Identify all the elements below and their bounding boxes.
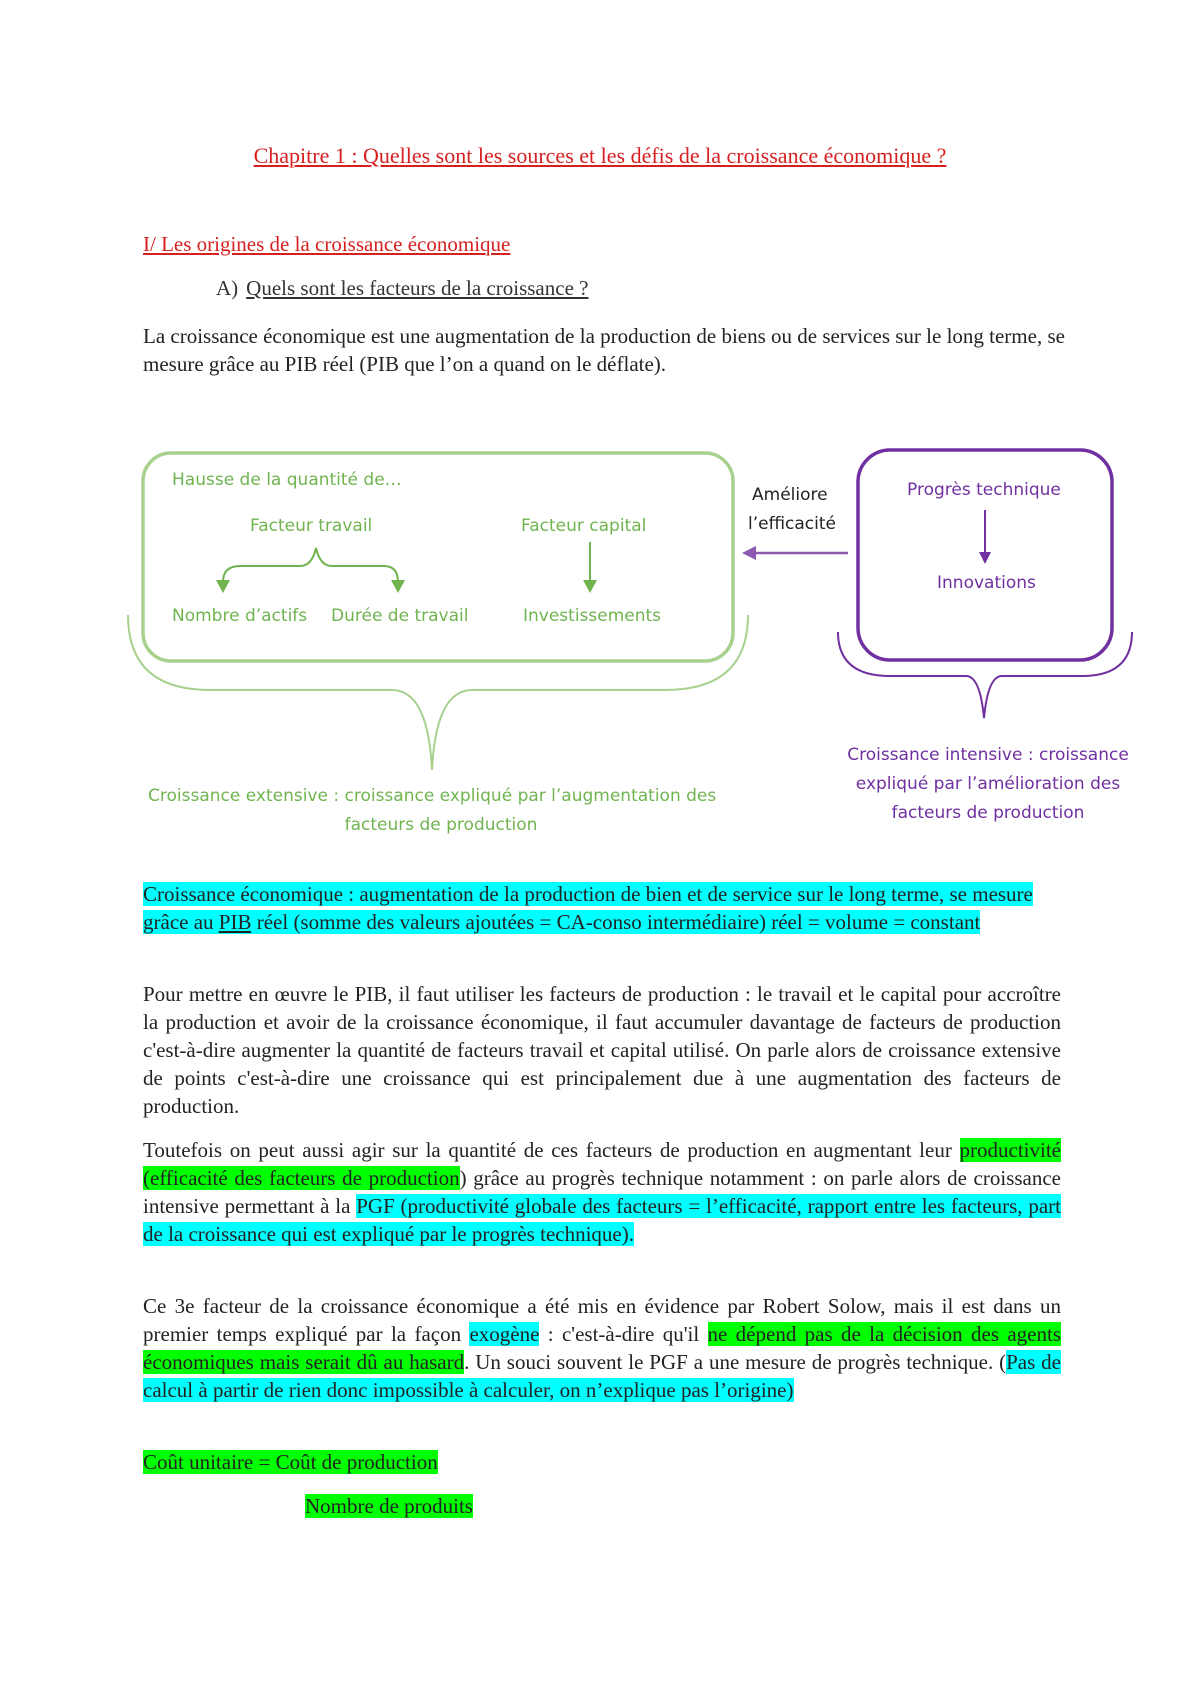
- para4-text-a: Ce 3e facteur de la croissance économique a été mis en évidence par Robert Solow, mais il est dans un premier temps expliqué par la façon: [143, 1294, 1061, 1346]
- arrow-head-actifs: [216, 580, 230, 593]
- growth-diagram: [0, 440, 1200, 840]
- arrow-head-duree: [391, 580, 405, 593]
- section-heading: I/ Les origines de la croissance économique: [143, 232, 511, 256]
- ameliore-line2: l’efficacité: [748, 514, 836, 534]
- travail-brace: [223, 548, 398, 582]
- formula-line: [143, 1448, 438, 1476]
- definition-pib: PIB: [218, 910, 252, 934]
- facteur-capital-label: Facteur capital: [521, 516, 647, 536]
- progres-label: Progrès technique: [907, 480, 1061, 500]
- extensive-brace: [128, 615, 748, 770]
- facteur-travail-label: Facteur travail: [250, 516, 373, 536]
- paragraph-facteurs: Pour mettre en œuvre le PIB, il faut utiliser les facteurs de production : le travail et le capital pour accroître la production et avoir de la croissance économique, il faut accumuler davantage de facteurs de production c'est-à-dire augmenter la quantité de facteurs travail et capital utilisé. On parle alors de croissance extensive de points c'est-à-dire une croissance qui est principalement due à une augmentation des facteurs de production.: [143, 982, 1061, 1118]
- para3-highlight-cyan: PGF (productivité globale des facteurs = l’efficacité, rapport entre les facteurs, part de la croissance qui est expliqué par le progrès technique).: [143, 1194, 1061, 1246]
- ameliore-arrow-head: [742, 546, 756, 560]
- extensive-caption-1: Croissance extensive : croissance expliqué par l’augmentation des: [148, 786, 717, 806]
- paragraph-solow: [143, 1292, 1061, 1404]
- formula-denominator-line: [305, 1492, 473, 1520]
- nombre-actifs-label: Nombre d’actifs: [172, 606, 308, 626]
- innovations-label: Innovations: [937, 573, 1036, 593]
- para4-highlight-green: ne dépend pas de la décision des agents économiques mais serait dû au hasard: [143, 1322, 1062, 1374]
- subsection-marker: A): [216, 276, 239, 300]
- para4-text-b: : c'est-à-dire qu'il: [539, 1322, 708, 1346]
- progres-arrow-head: [979, 552, 991, 564]
- definition-text-2: réel (somme des valeurs ajoutées = CA-conso intermédiaire) réel = volume = constant: [251, 910, 981, 934]
- box-title: Hausse de la quantité de…: [172, 470, 402, 490]
- intensive-caption-1: Croissance intensive : croissance: [847, 745, 1129, 765]
- para3-highlight-green: productivité (efficacité des facteurs de production: [143, 1138, 1061, 1190]
- page-title: Chapitre 1 : Quelles sont les sources et les défis de la croissance économique ?: [253, 143, 947, 168]
- definition-paragraph: [143, 880, 1048, 936]
- para4-highlight-cyan: Pas de calcul à partir de rien donc impossible à calculer, on n’explique pas l’origine): [143, 1350, 1061, 1402]
- paragraph-productivite: [143, 1136, 1061, 1248]
- intensive-brace: [838, 632, 1132, 718]
- capital-arrow-head: [583, 580, 597, 593]
- formula-label: Coût unitaire =: [143, 1450, 276, 1474]
- intro-paragraph: La croissance économique est une augmentation de la production de biens ou de services sur le long terme, se mesure grâce au PIB réel (PIB que l’on a quand on le déflate).: [143, 324, 1065, 376]
- intensive-caption-2: expliqué par l’amélioration des: [855, 774, 1121, 794]
- subsection-heading: [216, 276, 588, 301]
- para3-text-b: ) grâce au progrès technique notamment : on parle alors de croissance intensive permettant à la: [143, 1166, 1062, 1218]
- ameliore-line1: Améliore: [752, 485, 828, 505]
- definition-text-1: Croissance économique : augmentation de la production de bien et de service sur le long terme, se mesure grâce au: [143, 882, 1033, 934]
- formula-numerator: Coût de production: [275, 1450, 438, 1474]
- formula-denominator: Nombre de produits: [305, 1494, 473, 1518]
- investissements-label: Investissements: [523, 606, 662, 626]
- para4-text-c: . Un souci souvent le PGF a une mesure de progrès technique. (: [464, 1350, 1007, 1374]
- duree-travail-label: Durée de travail: [331, 606, 469, 626]
- subsection-text: Quels sont les facteurs de la croissance ?: [246, 276, 589, 300]
- para4-exogene: exogène: [469, 1322, 540, 1346]
- extensive-caption-2: facteurs de production: [344, 815, 538, 835]
- intensive-caption-3: facteurs de production: [891, 803, 1085, 823]
- para3-text-a: Toutefois on peut aussi agir sur la quantité de ces facteurs de production en augmentant leur: [143, 1138, 960, 1162]
